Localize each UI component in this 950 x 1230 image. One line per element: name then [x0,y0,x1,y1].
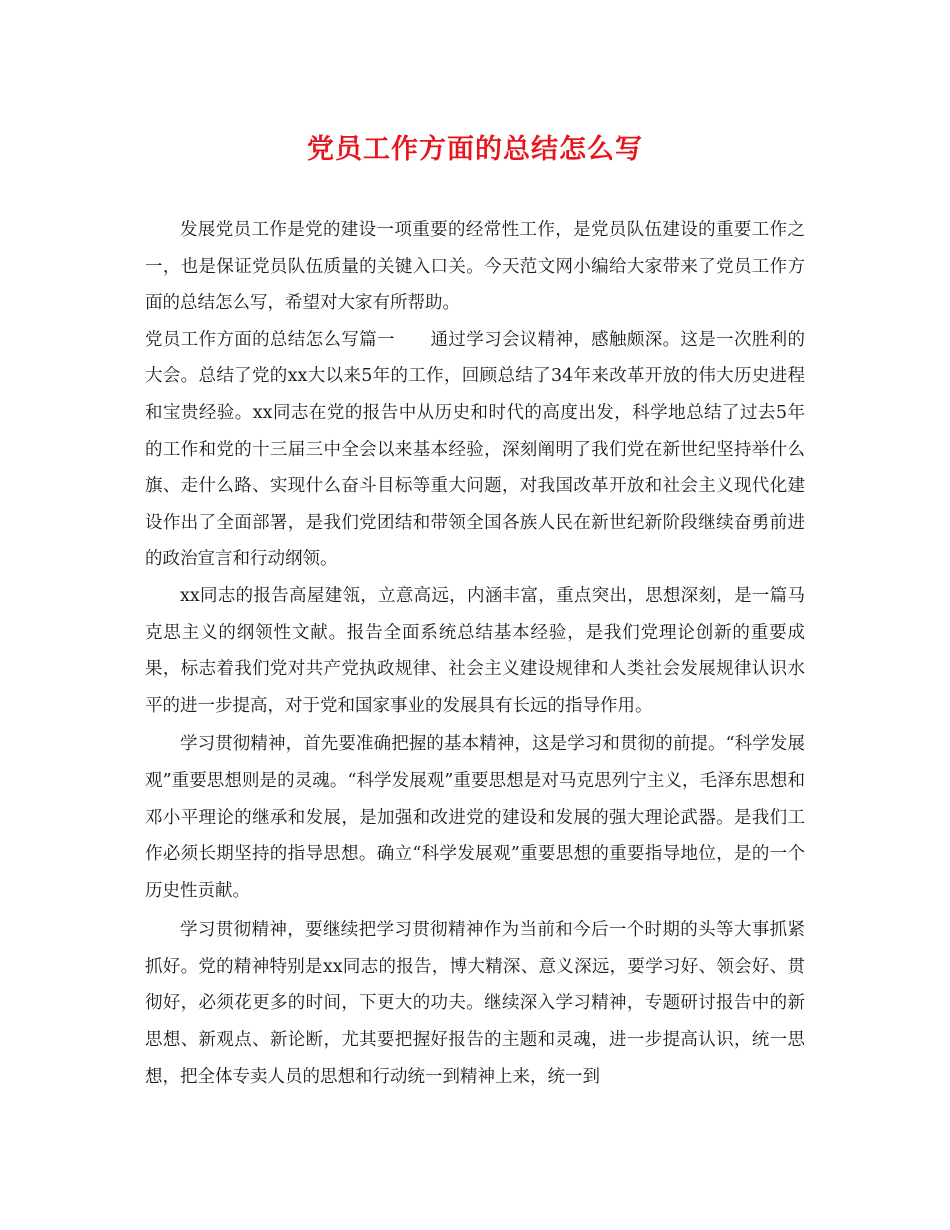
document-title: 党员工作方面的总结怎么写 [307,134,643,165]
body-paragraph: xx同志的报告高屋建瓴，立意高远，内涵丰富，重点突出，思想深刻，是一篇马克思主义的纲领性文献。报告全面系统总结基本经验，是我们党理论创新的重要成果，标志着我们党对共产党执政规律、社会主义建设规律和人类社会发展规律认识水平的进一步提高，对于党和国家事业的发展具有长远的指导作用。 [145,585,805,716]
body-paragraph: 学习贯彻精神，首先要准确把握的基本精神，这是学习和贯彻的前提。“科学发展观”重要思想则是的灵魂。“科学发展观”重要思想是对马克思列宁主义，毛泽东思想和邓小平理论的继承和发展，是加强和改进党的建设和发展的强大理论武器。是我们工作必须长期坚持的指导思想。确立“科学发展观”重要思想的重要指导地位，是的一个历史性贡献。 [145,734,805,901]
section-one-paragraph: 党员工作方面的总结怎么写篇一 通过学习会议精神，感触颇深。这是一次胜利的大会。总结了党的xx大以来5年的工作，回顾总结了34年来改革开放的伟大历史进程和宝贵经验。xx同志在党的报告中从历史和时代的高度出发，科学地总结了过去5年的工作和党的十三届三中全会以来基本经验，深刻阐明了我们党在新世纪坚持举什么旗、走什么路、实现什么奋斗目标等重大问题，对我国改革开放和社会主义现代化建设作出了全面部署，是我们党团结和带领全国各族人民在新世纪新阶段继续奋勇前进的政治宣言和行动纲领。 [145,329,805,570]
body-paragraph: 学习贯彻精神，要继续把学习贯彻精神作为当前和今后一个时期的头等大事抓紧抓好。党的精神特别是xx同志的报告，博大精深、意义深远，要学习好、领会好、贯彻好，必须花更多的时间，下更大的功夫。继续深入学习精神，专题研讨报告中的新思想、新观点、新论断，尤其要把握好报告的主题和灵魂，进一步提高认识，统一思想，把全体专卖人员的思想和行动统一到精神上来，统一到 [145,920,805,1087]
document-page [145,128,805,1095]
intro-paragraph: 发展党员工作是党的建设一项重要的经常性工作，是党员队伍建设的重要工作之一，也是保证党员队伍质量的关键入口关。今天范文网小编给大家带来了党员工作方面的总结怎么写，希望对大家有所帮助。 [145,220,805,314]
